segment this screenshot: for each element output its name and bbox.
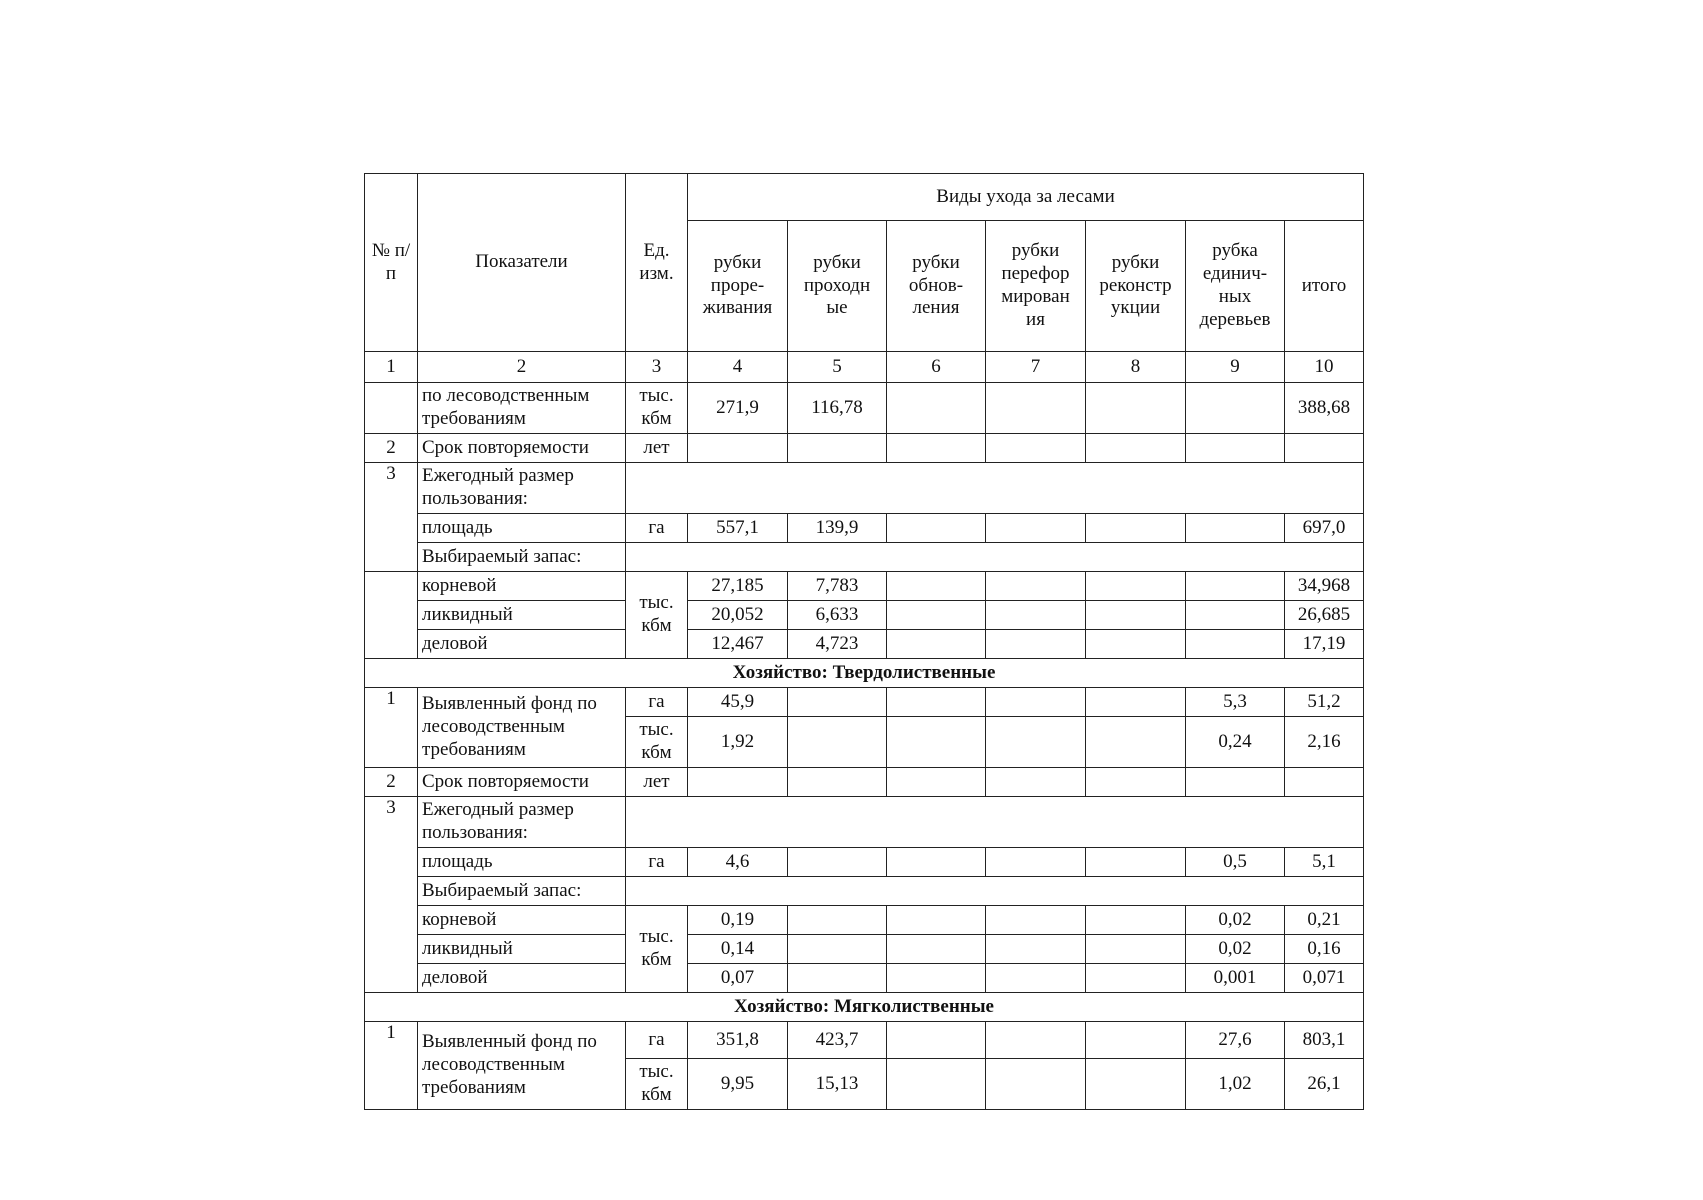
cell-value bbox=[788, 434, 887, 463]
cell-value bbox=[986, 630, 1086, 659]
col-number: 10 bbox=[1285, 352, 1364, 383]
cell-label: Выявленный фонд по лесоводственным требованиям bbox=[418, 1022, 626, 1110]
cell-unit: тыс. кбм bbox=[626, 383, 688, 434]
header-type: рубки перефор мирован ия bbox=[986, 221, 1086, 352]
cell-value bbox=[1086, 717, 1186, 768]
table-row bbox=[365, 514, 1364, 543]
table-row bbox=[365, 572, 1364, 601]
cell-value: 0,02 bbox=[1186, 935, 1285, 964]
header-row bbox=[365, 174, 1364, 221]
cell-value bbox=[1186, 434, 1285, 463]
cell-value bbox=[788, 768, 887, 797]
table-row bbox=[365, 463, 1364, 514]
header-type: рубки проходн ые bbox=[788, 221, 887, 352]
cell-label: Выбираемый запас: bbox=[418, 877, 626, 906]
cell-label: ликвидный bbox=[418, 601, 626, 630]
col-number: 6 bbox=[887, 352, 986, 383]
cell-value bbox=[887, 383, 986, 434]
header-type: рубка единич-ных деревьев bbox=[1186, 221, 1285, 352]
cell-value bbox=[986, 383, 1086, 434]
cell-value bbox=[1086, 514, 1186, 543]
cell-value bbox=[887, 906, 986, 935]
cell-value: 27,185 bbox=[688, 572, 788, 601]
cell-value bbox=[1186, 768, 1285, 797]
cell-value bbox=[788, 906, 887, 935]
cell-value bbox=[986, 717, 1086, 768]
cell-value: 1,92 bbox=[688, 717, 788, 768]
cell-empty-span bbox=[626, 877, 1364, 906]
cell-value: 139,9 bbox=[788, 514, 887, 543]
cell-total: 803,1 bbox=[1285, 1022, 1364, 1059]
cell-value: 0,5 bbox=[1186, 848, 1285, 877]
cell-unit: тыс. кбм bbox=[626, 906, 688, 993]
cell-value bbox=[1086, 1059, 1186, 1110]
cell-value bbox=[688, 768, 788, 797]
cell-total: 26,685 bbox=[1285, 601, 1364, 630]
cell-value: 7,783 bbox=[788, 572, 887, 601]
cell-label: площадь bbox=[418, 514, 626, 543]
cell-value: 12,467 bbox=[688, 630, 788, 659]
cell-value bbox=[887, 572, 986, 601]
cell-value bbox=[1086, 383, 1186, 434]
cell-value: 557,1 bbox=[688, 514, 788, 543]
cell-unit: тыс. кбм bbox=[626, 717, 688, 768]
section-title: Хозяйство: Мягколиственные bbox=[365, 993, 1364, 1022]
cell-label: площадь bbox=[418, 848, 626, 877]
cell-value bbox=[986, 935, 1086, 964]
cell-total bbox=[1285, 434, 1364, 463]
cell-value bbox=[1086, 964, 1186, 993]
cell-label: Ежегодный размер пользования: bbox=[418, 463, 626, 514]
cell-label: деловой bbox=[418, 630, 626, 659]
table-row bbox=[365, 935, 1364, 964]
table-row bbox=[365, 434, 1364, 463]
cell-total: 0,21 bbox=[1285, 906, 1364, 935]
cell-value bbox=[788, 688, 887, 717]
cell-total: 51,2 bbox=[1285, 688, 1364, 717]
cell-value bbox=[887, 717, 986, 768]
cell-value: 20,052 bbox=[688, 601, 788, 630]
cell-value: 15,13 bbox=[788, 1059, 887, 1110]
cell-value bbox=[887, 434, 986, 463]
col-number: 9 bbox=[1186, 352, 1285, 383]
col-number: 8 bbox=[1086, 352, 1186, 383]
cell-label: Выбираемый запас: bbox=[418, 543, 626, 572]
cell-empty-span bbox=[626, 543, 1364, 572]
cell-empty-span bbox=[626, 797, 1364, 848]
cell-value bbox=[1186, 601, 1285, 630]
col-number: 1 bbox=[365, 352, 418, 383]
cell-value bbox=[1186, 383, 1285, 434]
section-row bbox=[365, 659, 1364, 688]
cell-no: 1 bbox=[365, 688, 418, 768]
cell-value bbox=[1086, 906, 1186, 935]
col-number: 4 bbox=[688, 352, 788, 383]
cell-value bbox=[986, 1022, 1086, 1059]
cell-total: 5,1 bbox=[1285, 848, 1364, 877]
table-row bbox=[365, 688, 1364, 717]
cell-value bbox=[986, 768, 1086, 797]
cell-value bbox=[887, 514, 986, 543]
cell-value: 423,7 bbox=[788, 1022, 887, 1059]
cell-value bbox=[1086, 630, 1186, 659]
cell-value: 9,95 bbox=[688, 1059, 788, 1110]
cell-no: 3 bbox=[365, 797, 418, 993]
cell-unit: лет bbox=[626, 768, 688, 797]
header-group-title: Виды ухода за лесами bbox=[688, 174, 1364, 221]
col-number: 3 bbox=[626, 352, 688, 383]
cell-no: 2 bbox=[365, 434, 418, 463]
cell-value bbox=[1086, 601, 1186, 630]
cell-value bbox=[788, 717, 887, 768]
cell-value bbox=[887, 964, 986, 993]
col-number: 7 bbox=[986, 352, 1086, 383]
cell-value: 0,001 bbox=[1186, 964, 1285, 993]
cell-value bbox=[1186, 514, 1285, 543]
forest-care-table bbox=[364, 173, 1364, 1110]
cell-value: 0,02 bbox=[1186, 906, 1285, 935]
cell-unit: га bbox=[626, 848, 688, 877]
header-numbers-row bbox=[365, 352, 1364, 383]
header-type-total: итого bbox=[1285, 221, 1364, 352]
table-row bbox=[365, 877, 1364, 906]
header-type: рубки реконстр укции bbox=[1086, 221, 1186, 352]
header-no: № п/п bbox=[365, 174, 418, 352]
cell-label: Выявленный фонд по лесоводственным требованиям bbox=[418, 688, 626, 768]
table-row bbox=[365, 543, 1364, 572]
cell-value bbox=[986, 848, 1086, 877]
cell-value: 1,02 bbox=[1186, 1059, 1285, 1110]
table-row bbox=[365, 964, 1364, 993]
cell-total: 26,1 bbox=[1285, 1059, 1364, 1110]
cell-value: 45,9 bbox=[688, 688, 788, 717]
cell-value bbox=[1086, 1022, 1186, 1059]
cell-value bbox=[1086, 848, 1186, 877]
cell-total: 697,0 bbox=[1285, 514, 1364, 543]
cell-label: Срок повторяемости bbox=[418, 434, 626, 463]
cell-value bbox=[788, 935, 887, 964]
table-row bbox=[365, 848, 1364, 877]
cell-value: 0,19 bbox=[688, 906, 788, 935]
cell-value: 5,3 bbox=[1186, 688, 1285, 717]
cell-label: корневой bbox=[418, 572, 626, 601]
cell-value bbox=[887, 601, 986, 630]
cell-label: Ежегодный размер пользования: bbox=[418, 797, 626, 848]
cell-empty-span bbox=[626, 463, 1364, 514]
cell-value bbox=[986, 514, 1086, 543]
cell-value bbox=[887, 935, 986, 964]
cell-value bbox=[986, 434, 1086, 463]
cell-unit: га bbox=[626, 688, 688, 717]
cell-label: деловой bbox=[418, 964, 626, 993]
section-title: Хозяйство: Твердолиственные bbox=[365, 659, 1364, 688]
cell-no: 3 bbox=[365, 463, 418, 572]
cell-value: 116,78 bbox=[788, 383, 887, 434]
cell-total bbox=[1285, 768, 1364, 797]
cell-value bbox=[986, 1059, 1086, 1110]
cell-value bbox=[1186, 630, 1285, 659]
col-number: 5 bbox=[788, 352, 887, 383]
cell-total: 2,16 bbox=[1285, 717, 1364, 768]
cell-value: 351,8 bbox=[688, 1022, 788, 1059]
header-indicator: Показатели bbox=[418, 174, 626, 352]
cell-value: 0,14 bbox=[688, 935, 788, 964]
cell-value: 4,6 bbox=[688, 848, 788, 877]
cell-no bbox=[365, 383, 418, 434]
table-row bbox=[365, 630, 1364, 659]
cell-unit: га bbox=[626, 1022, 688, 1059]
cell-total: 0,16 bbox=[1285, 935, 1364, 964]
cell-value: 271,9 bbox=[688, 383, 788, 434]
cell-value bbox=[887, 768, 986, 797]
cell-label: Срок повторяемости bbox=[418, 768, 626, 797]
cell-value bbox=[887, 688, 986, 717]
cell-unit: га bbox=[626, 514, 688, 543]
cell-value: 27,6 bbox=[1186, 1022, 1285, 1059]
cell-unit: лет bbox=[626, 434, 688, 463]
table-row bbox=[365, 768, 1364, 797]
cell-value bbox=[887, 1059, 986, 1110]
cell-no: 2 bbox=[365, 768, 418, 797]
cell-value: 0,24 bbox=[1186, 717, 1285, 768]
table-row bbox=[365, 383, 1364, 434]
cell-value: 4,723 bbox=[788, 630, 887, 659]
table-row bbox=[365, 601, 1364, 630]
cell-value: 6,633 bbox=[788, 601, 887, 630]
cell-total: 388,68 bbox=[1285, 383, 1364, 434]
cell-value bbox=[887, 1022, 986, 1059]
cell-value bbox=[1086, 572, 1186, 601]
cell-value bbox=[1086, 935, 1186, 964]
cell-value bbox=[986, 601, 1086, 630]
cell-unit: тыс. кбм bbox=[626, 572, 688, 659]
table-row bbox=[365, 1022, 1364, 1059]
cell-total: 17,19 bbox=[1285, 630, 1364, 659]
cell-value bbox=[788, 848, 887, 877]
cell-value: 0,07 bbox=[688, 964, 788, 993]
cell-label: корневой bbox=[418, 906, 626, 935]
col-number: 2 bbox=[418, 352, 626, 383]
table-row bbox=[365, 906, 1364, 935]
cell-value bbox=[1086, 768, 1186, 797]
cell-value bbox=[887, 848, 986, 877]
header-type: рубки обнов-ления bbox=[887, 221, 986, 352]
cell-value bbox=[986, 964, 1086, 993]
table-row bbox=[365, 797, 1364, 848]
cell-total: 34,968 bbox=[1285, 572, 1364, 601]
cell-value bbox=[887, 630, 986, 659]
cell-value bbox=[986, 572, 1086, 601]
cell-value bbox=[788, 964, 887, 993]
section-row bbox=[365, 993, 1364, 1022]
cell-value bbox=[986, 688, 1086, 717]
cell-value bbox=[1086, 434, 1186, 463]
cell-value bbox=[1186, 572, 1285, 601]
cell-no bbox=[365, 572, 418, 659]
cell-label: по лесоводственным требованиям bbox=[418, 383, 626, 434]
header-type: рубки проре-живания bbox=[688, 221, 788, 352]
cell-total: 0,071 bbox=[1285, 964, 1364, 993]
header-unit: Ед. изм. bbox=[626, 174, 688, 352]
cell-label: ликвидный bbox=[418, 935, 626, 964]
cell-unit: тыс. кбм bbox=[626, 1059, 688, 1110]
cell-no: 1 bbox=[365, 1022, 418, 1110]
cell-value bbox=[1086, 688, 1186, 717]
cell-value bbox=[986, 906, 1086, 935]
cell-value bbox=[688, 434, 788, 463]
